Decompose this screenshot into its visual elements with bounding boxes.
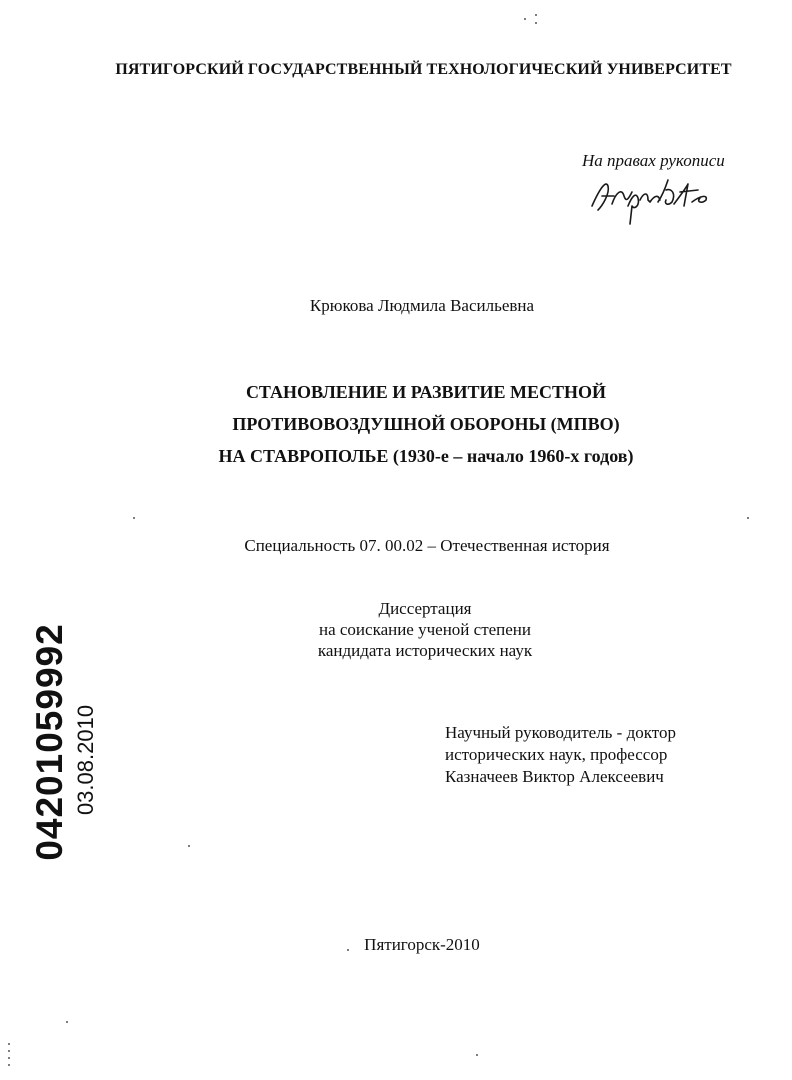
scan-speck <box>188 845 190 847</box>
scan-speck <box>8 1064 10 1066</box>
library-stamp-date: 03.08.2010 <box>73 704 98 816</box>
scan-speck <box>747 517 749 519</box>
city-year: Пятигорск-2010 <box>364 935 480 954</box>
title-line-2: ПРОТИВОВОЗДУШНОЙ ОБОРОНЫ (МПВО) <box>232 414 620 434</box>
author-name: Крюкова Людмила Васильевна <box>309 296 535 315</box>
degree-line-1: Диссертация <box>378 599 472 618</box>
supervisor-line-3: Казначеев Виктор Алексеевич <box>445 767 664 786</box>
degree-line-3: кандидата исторических наук <box>317 641 533 660</box>
dissertation-title <box>0 376 792 472</box>
scan-speck <box>8 1043 10 1045</box>
university-name: ПЯТИГОРСКИЙ ГОСУДАРСТВЕННЫЙ ТЕХНОЛОГИЧЕСКИЙ УНИВЕРСИТЕТ <box>115 61 732 78</box>
scan-speck <box>535 14 537 16</box>
specialty-line: Специальность 07. 00.02 – Отечественная история <box>244 536 610 555</box>
title-line-3: НА СТАВРОПОЛЬЕ (1930-е – начало 1960-х годов) <box>218 446 634 466</box>
dissertation-degree <box>0 598 792 661</box>
scan-speck <box>8 1057 10 1059</box>
scan-speck <box>66 1021 68 1023</box>
scan-speck <box>347 949 349 951</box>
title-line-1: СТАНОВЛЕНИЕ И РАЗВИТИЕ МЕСТНОЙ <box>245 382 607 402</box>
supervisor-block <box>445 722 676 788</box>
supervisor-line-1: Научный руководитель - доктор <box>445 723 676 742</box>
scan-speck <box>133 517 135 519</box>
supervisor-line-2: исторических наук, профессор <box>445 745 668 764</box>
scan-speck <box>476 1054 478 1056</box>
rights-note: На правах рукописи <box>582 151 725 170</box>
scan-speck <box>535 22 537 24</box>
library-stamp-number: 04201059992 <box>29 623 70 861</box>
handwritten-signature <box>588 166 718 226</box>
scan-speck <box>524 18 526 20</box>
degree-line-2: на соискание ученой степени <box>318 620 532 639</box>
scan-speck <box>8 1050 10 1052</box>
